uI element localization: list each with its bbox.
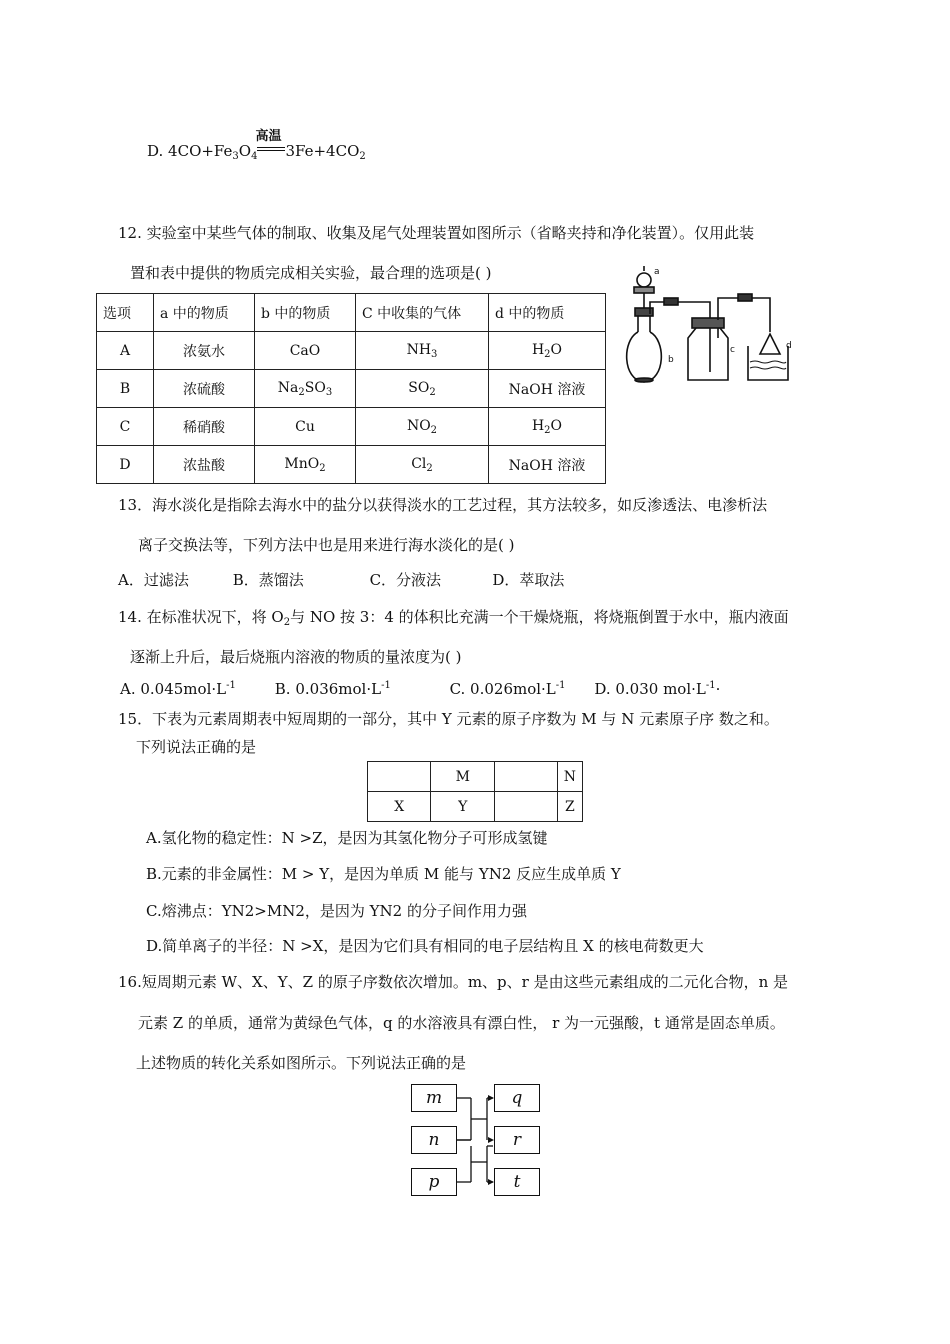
table-cell: $H_2O$ <box>489 332 606 370</box>
q11-eq-mid: O <box>238 142 252 160</box>
q14-stem-line2: 逐渐上升后，最后烧瓶内溶液的物质的量浓度为( ) <box>130 648 462 666</box>
q14-option-a[interactable] <box>120 680 270 698</box>
q14-option-b-text: B. 0.036mol·L <box>274 680 382 698</box>
q15-option-b[interactable]: B.元素的非金属性：M > Y，是因为单质 M 能与 YN2 反应生成单质 Y <box>146 865 621 883</box>
q14-option-d-text: D. 0.030 mol·L <box>594 680 706 698</box>
box-q: q <box>494 1084 540 1112</box>
table-cell: $Na_2SO_3$ <box>255 370 356 408</box>
q13-options <box>118 569 564 590</box>
q14-stem-b: 与 NO 按 3：4 的体积比充满一个干燥烧瓶，将烧瓶倒置于水中，瓶内液面 <box>290 608 789 626</box>
table-cell: Z <box>557 792 582 822</box>
q11-reaction-arrow <box>255 129 285 159</box>
table-cell: 浓盐酸 <box>154 446 255 484</box>
table-cell <box>495 762 558 792</box>
q16-stem-line2: 元素 Z 的单质，通常为黄绿色气体，q 的水溶液具有漂白性， r 为一元强酸，t 通常是固态单质。 <box>138 1014 785 1032</box>
q15-option-d[interactable]: D.简单离子的半径：N >X，是因为它们具有相同的电子层结构且 X 的核电荷数更大 <box>146 937 704 955</box>
table-row <box>368 762 583 792</box>
q15-option-a[interactable]: A.氢化物的稳定性：N >Z，是因为其氢化物分子可形成氢键 <box>146 829 548 847</box>
box-m: m <box>411 1084 457 1112</box>
q13-stem-line1: 13．海水淡化是指除去海水中的盐分以获得淡水的工艺过程，其方法较多，如反渗透法、电渗析法 <box>118 496 768 514</box>
table-cell: D <box>97 446 154 484</box>
q16-stem-line3: 上述物质的转化关系如图所示。下列说法正确的是 <box>136 1054 467 1072</box>
table-cell: N <box>557 762 582 792</box>
table-row <box>97 446 606 484</box>
q14-exp: -1 <box>705 680 716 691</box>
q13-option-b[interactable]: B．蒸馏法 <box>232 571 304 589</box>
q13-option-c[interactable]: C．分液法 <box>369 571 442 589</box>
q15-option-c[interactable]: C.熔沸点：YN2>MN2，是因为 YN2 的分子间作用力强 <box>146 902 527 920</box>
table-cell: NaOH 溶液 <box>489 446 606 484</box>
q15-stem-line1: 15．下表为元素周期表中短周期的一部分，其中 Y 元素的原子序数为 M 与 N 元素原子序 数之和。 <box>118 710 779 728</box>
q14-exp: -1 <box>226 680 236 691</box>
q11-condition: 高温 <box>255 129 282 144</box>
q14-exp: -1 <box>381 680 391 691</box>
q12-stem-line1: 12. 实验室中某些气体的制取、收集及尾气处理装置如图所示（省略夹持和净化装置）。仅用此装 <box>118 224 755 242</box>
q13-option-d[interactable]: D．萃取法 <box>492 571 565 589</box>
label-c: c <box>730 345 735 355</box>
q11-eq-left: 4CO+Fe <box>168 142 233 160</box>
table-row <box>97 408 606 446</box>
q14-options <box>120 680 720 698</box>
box-t: t <box>494 1168 540 1196</box>
table-cell: 浓硫酸 <box>154 370 255 408</box>
table-cell: M <box>431 762 495 792</box>
q14-exp: -1 <box>555 680 566 691</box>
q13-option-a[interactable]: A．过滤法 <box>118 571 189 589</box>
q14-stem-a: 14. 在标准状况下，将 O <box>118 608 284 626</box>
q12-apparatus-diagram <box>620 262 800 390</box>
table-cell <box>495 792 558 822</box>
q11-eq-right: 3Fe+4CO <box>285 142 360 160</box>
q15-periodic-table <box>367 761 583 822</box>
table-cell: Cu <box>255 408 356 446</box>
q14-stem-line1 <box>118 606 789 628</box>
q11-option-d-label: D. <box>147 142 164 160</box>
table-header-cell: a 中的物质 <box>154 294 255 332</box>
q14-sub: 2 <box>283 617 291 628</box>
table-cell: C <box>97 408 154 446</box>
box-r: r <box>494 1126 540 1154</box>
table-cell: B <box>97 370 154 408</box>
table-cell: $SO_2$ <box>356 370 489 408</box>
label-d: d <box>786 341 792 351</box>
label-b: b <box>668 355 674 365</box>
q16-conversion-diagram <box>411 1084 541 1196</box>
q13-stem-line2: 离子交换法等，下列方法中也是用来进行海水淡化的是( ) <box>138 536 515 554</box>
table-cell: 稀硝酸 <box>154 408 255 446</box>
q14-option-d[interactable] <box>594 680 720 698</box>
table-cell: 浓氨水 <box>154 332 255 370</box>
q14-option-c-text: C. 0.026mol·L <box>449 680 556 698</box>
table-cell: X <box>368 792 431 822</box>
table-cell: $H_2O$ <box>489 408 606 446</box>
table-cell: NaOH 溶液 <box>489 370 606 408</box>
table-cell: $NO_2$ <box>356 408 489 446</box>
table-header-cell: 选项 <box>97 294 154 332</box>
q16-stem-line1: 16.短周期元素 W、X、Y、Z 的原子序数依次增加。m、p、r 是由这些元素组成的二元化合物，n 是 <box>118 973 789 991</box>
q11-sub3: 2 <box>359 151 366 162</box>
table-row <box>97 370 606 408</box>
table-cell: A <box>97 332 154 370</box>
q14-tail: · <box>715 680 721 698</box>
q12-table <box>96 293 606 484</box>
table-cell <box>368 762 431 792</box>
table-cell: $NH_3$ <box>356 332 489 370</box>
table-header-row <box>97 294 606 332</box>
q11-option-d <box>147 129 366 162</box>
q16-arrows <box>411 1084 541 1196</box>
q15-stem-line2: 下列说法正确的是 <box>136 738 257 756</box>
table-cell: MnO$_2$ <box>255 446 356 484</box>
box-n: n <box>411 1126 457 1154</box>
q14-option-a-text: A. 0.045mol·L <box>120 680 227 698</box>
table-cell: $Cl_2$ <box>356 446 489 484</box>
q14-option-c[interactable] <box>450 680 590 698</box>
box-p: p <box>411 1168 457 1196</box>
label-a: a <box>654 267 660 277</box>
q11-sub2: 4 <box>251 151 258 162</box>
q12-stem-line2: 置和表中提供的物质完成相关实验，最合理的选项是( ) <box>130 264 492 282</box>
table-cell: CaO <box>255 332 356 370</box>
table-cell: Y <box>431 792 495 822</box>
table-row <box>368 792 583 822</box>
table-header-cell: d 中的物质 <box>489 294 606 332</box>
table-row <box>97 332 606 370</box>
q11-sub1: 3 <box>232 151 239 162</box>
q14-option-b[interactable] <box>275 680 445 698</box>
table-header-cell: b 中的物质 <box>255 294 356 332</box>
table-header-cell: C 中收集的气体 <box>356 294 489 332</box>
